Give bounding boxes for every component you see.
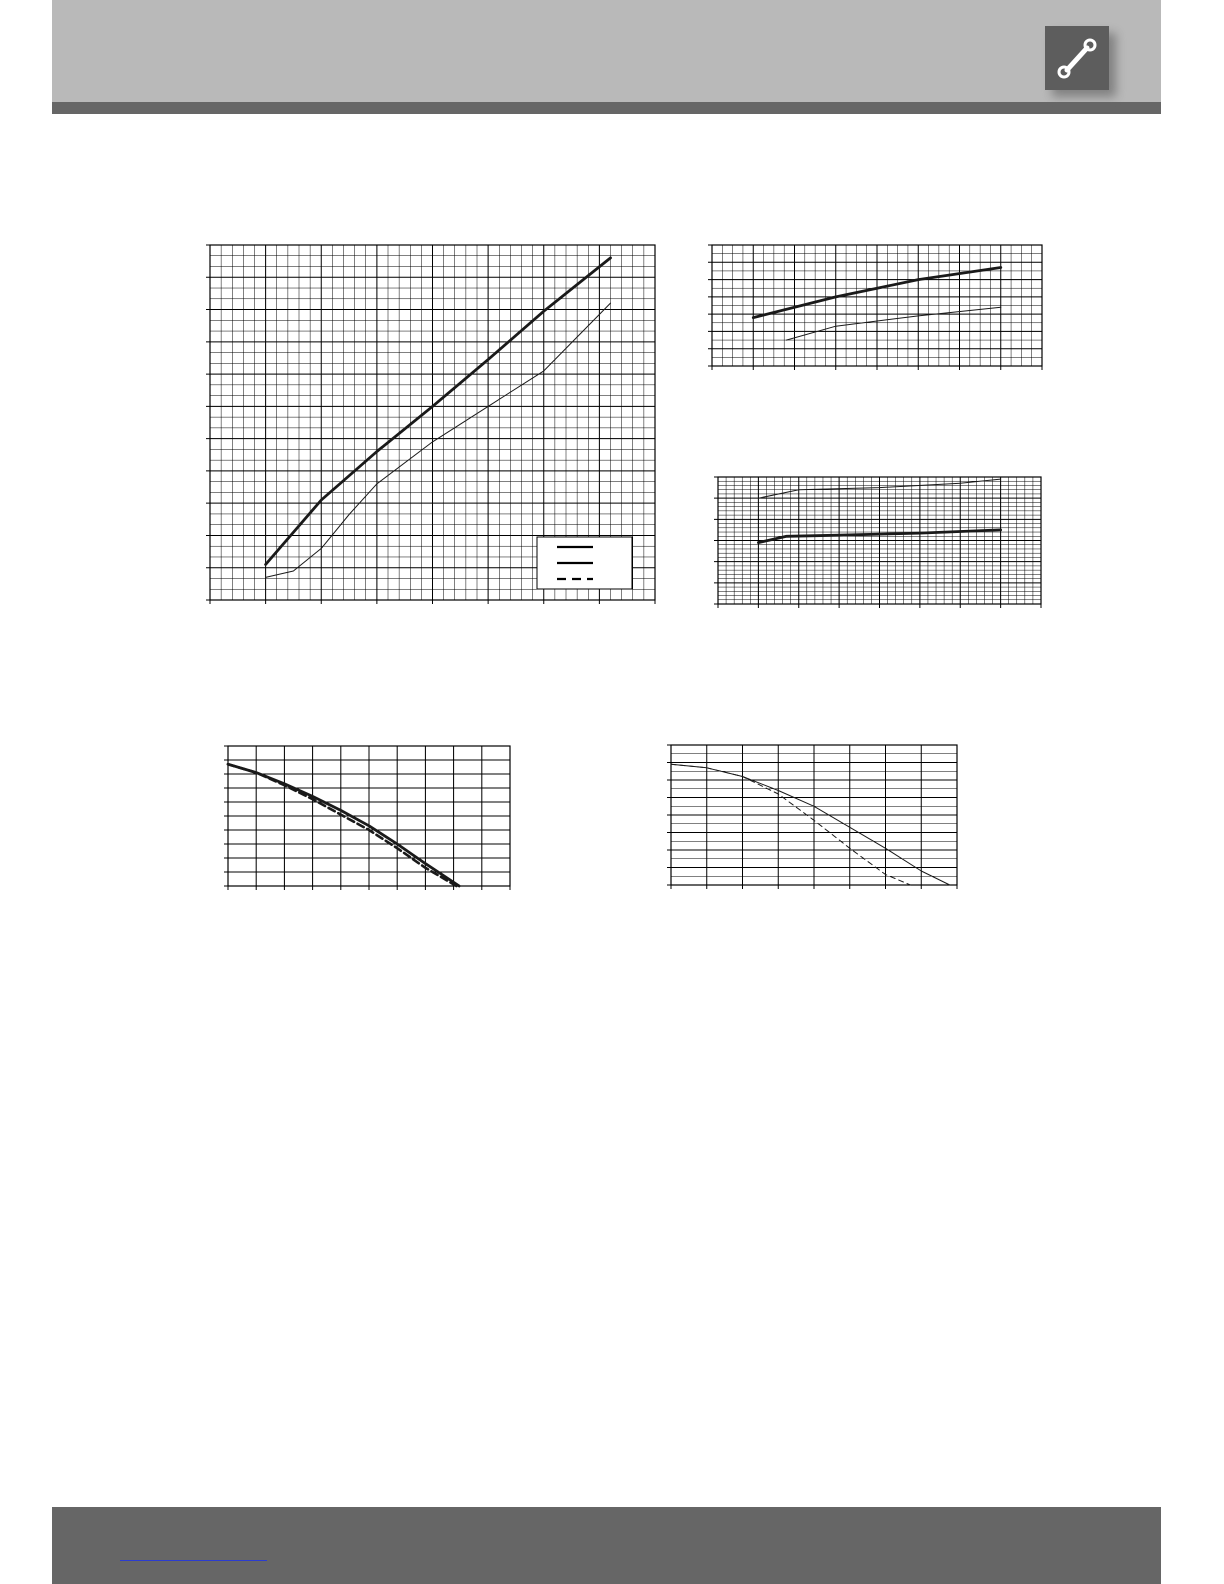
footer-link[interactable] [120, 1560, 267, 1561]
chart-2 [702, 238, 1052, 376]
wrench-icon [1045, 26, 1109, 90]
chart-5 [662, 738, 967, 896]
legend [537, 537, 632, 589]
series-line-2 [228, 764, 456, 886]
header-rule [52, 102, 1161, 114]
series-line-1 [266, 258, 611, 565]
chart-4 [220, 738, 520, 896]
series-line-2 [266, 303, 611, 577]
chart-3 [708, 470, 1051, 614]
header-band [52, 0, 1161, 102]
footer-band [52, 1507, 1161, 1584]
series-line-2 [786, 307, 1001, 340]
chart-1 [200, 238, 670, 610]
series-line-1 [671, 764, 950, 885]
